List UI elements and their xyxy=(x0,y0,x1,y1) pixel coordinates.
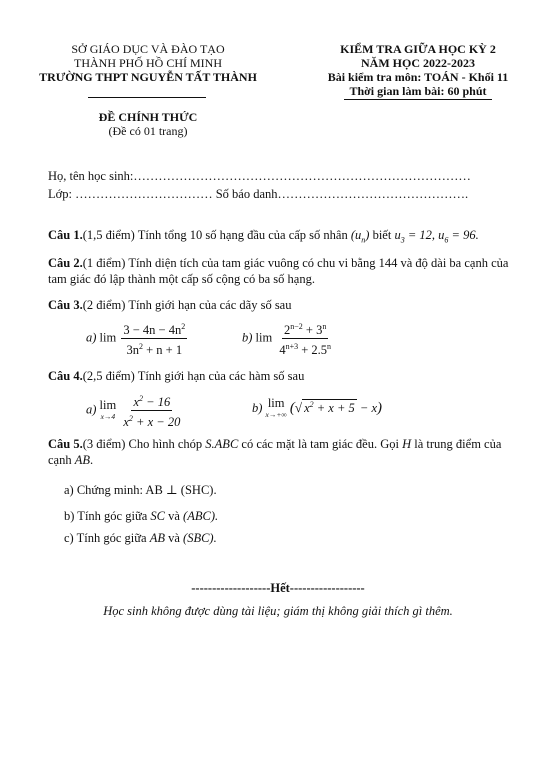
q3-text: (2 điểm) Tính giới hạn của các dãy số sau xyxy=(82,298,292,312)
q4-part-b: b) lim x→+∞ (√ $x^2 + x + 5 - x$) xyxy=(252,396,383,419)
q3-label: Câu 3. xyxy=(48,298,83,312)
city-name: THÀNH PHỐ HỒ CHÍ MINH xyxy=(74,56,222,70)
dept-name: SỞ GIÁO DỤC VÀ ĐÀO TẠO xyxy=(71,42,225,56)
time-line: Thời gian làm bài: 60 phút xyxy=(349,84,487,98)
footer-note: Học sinh không được dùng tài liệu; giám thị không giải thích gì thêm. xyxy=(103,604,453,618)
class-label: Lớp: …………………………… xyxy=(48,187,213,201)
q4-text: (2,5 điểm) Tính giới hạn của các hàm số sau xyxy=(82,369,305,383)
q3b-lim: lim xyxy=(255,330,273,345)
q1-label: Câu 1. xyxy=(48,228,83,242)
question-2 xyxy=(48,256,518,287)
question-5: Câu 5.(3 điểm) Cho hình chóp S.ABC có các mặt là tam giác đều. Gọi H là trung điểm của cạnh AB. xyxy=(48,437,502,467)
page-count: (Đề có 01 trang) xyxy=(108,124,188,138)
q4a-fraction: $\frac{x^2 - 16}{x^2 + x - 20}$ xyxy=(123,394,181,430)
q4-label: Câu 4. xyxy=(48,369,83,383)
official-label: ĐỀ CHÍNH THỨC xyxy=(98,110,198,124)
q2-label: Câu 2. xyxy=(48,256,83,270)
q3b-fraction: $\frac{2^{n-2} + 3^n}{4^{n+3} + 2.5^n}$ xyxy=(279,322,332,358)
right-divider xyxy=(344,99,492,100)
q4a-lim: lim x→4 xyxy=(99,397,117,421)
q4-part-a: a) lim x→4 $\frac{x^2 - 16}{x^2 + x - 20}$ xyxy=(86,394,181,430)
q1-sequence: $(u_n)$ xyxy=(350,228,370,245)
question-4 xyxy=(48,369,518,385)
q4b-expression: ( xyxy=(289,399,295,416)
end-marker: -------------------Hết------------------ xyxy=(191,581,365,595)
q5-part-a: a) Chứng minh: AB ⊥ (SHC). xyxy=(64,483,217,497)
question-1 xyxy=(48,228,518,248)
q3a-fraction: $\frac{3 - 4n - 4n^2}{3n^2 + n + 1}$ xyxy=(123,322,186,358)
header-left xyxy=(18,42,278,84)
q2-text: (1 điểm) Tính diện tích của tam giác vuông có chu vi bằng 144 và độ dài ba cạnh của tam giác đó lập thành một cấp số cộng có ba số hạng. xyxy=(48,256,509,286)
header-right xyxy=(288,42,548,98)
q3-part-a: a) lim $\frac{3 - 4n - 4n^2}{3n^2 + n + 1}$ xyxy=(86,322,186,358)
q3a-lim: lim xyxy=(99,330,117,345)
school-year: NĂM HỌC 2022-2023 xyxy=(361,56,475,70)
left-divider xyxy=(88,97,206,98)
id-label: Số báo danh………………………………………. xyxy=(215,187,469,201)
subject-line: Bài kiểm tra môn: TOÁN - Khối 11 xyxy=(327,70,509,84)
q1-condition: $u_3 = 12$, $u_6 = 96$. xyxy=(394,228,479,245)
q3-part-b: b) lim $\frac{2^{n-2} + 3^n}{4^{n+3} + 2.5^n}$ xyxy=(242,322,332,358)
exam-title: KIỂM TRA GIỮA HỌC KỲ 2 xyxy=(340,42,496,56)
q5-label: Câu 5. xyxy=(48,437,83,451)
question-3 xyxy=(48,298,518,314)
q1-given: biết xyxy=(372,228,392,242)
student-name-line: Họ, tên học sinh:……………………………………………………………………… xyxy=(48,169,471,183)
q4b-radical: $x^2 + x + 5$ xyxy=(304,399,355,415)
school-name: TRƯỜNG THPT NGUYỄN TẤT THÀNH xyxy=(39,70,257,84)
q5-part-c: c) Tính góc giữa AB và (SBC). xyxy=(64,531,217,545)
q4b-lim: lim x→+∞ xyxy=(265,396,287,419)
q1-text: (1,5 điểm) Tính tổng 10 số hạng đầu của cấp số nhân xyxy=(82,228,348,242)
student-class-line xyxy=(48,187,468,202)
q5-part-b: b) Tính góc giữa SC và (ABC). xyxy=(64,509,219,523)
